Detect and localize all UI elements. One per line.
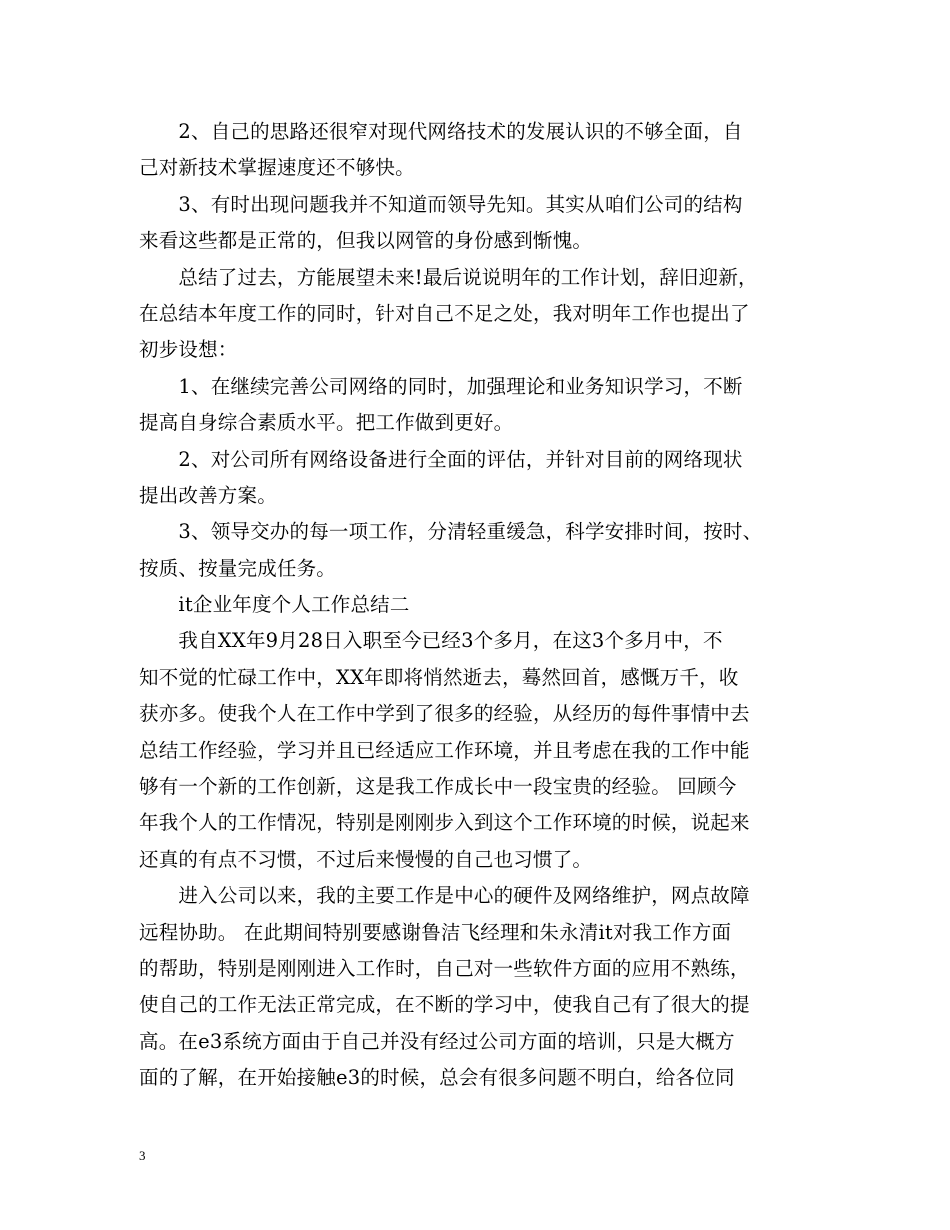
- text-line: 面的了解，在开始接触e3的时候，总会有很多问题不明白，给各位同: [139, 1066, 735, 1090]
- text-line: 知不觉的忙碌工作中，XX年即将悄然逝去，蓦然回首，感慨万千，收: [139, 665, 739, 689]
- document-body: [139, 114, 819, 1097]
- text-line: 年我个人的工作情况，特别是刚刚步入到这个工作环境的时候，说起来: [139, 811, 750, 835]
- text-line: 我自XX年9月28日入职至今已经3个多月，在这3个多月中，不: [139, 629, 723, 653]
- text-line: 3、有时出现问题我并不知道而领导先知。其实从咱们公司的结构: [139, 192, 743, 216]
- text-line: 在总结本年度工作的同时，针对自己不足之处，我对明年工作也提出了: [139, 301, 750, 325]
- text-line: 获亦多。使我个人在工作中学到了很多的经验，从经历的每件事情中去: [139, 702, 750, 726]
- text-line: 来看这些都是正常的，但我以网管的身份感到惭愧。: [139, 229, 593, 253]
- text-line: 够有一个新的工作创新，这是我工作成长中一段宝贵的经验。 回顾今: [139, 775, 737, 799]
- text-line: 按质、按量完成任务。: [139, 556, 337, 580]
- text-line: 己对新技术掌握速度还不够快。: [139, 156, 415, 180]
- page-number: 3: [139, 1148, 146, 1163]
- text-line: 提出改善方案。: [139, 483, 277, 507]
- text-line: 的帮助，特别是刚刚进入工作时，自己对一些软件方面的应用不熟练，: [139, 956, 750, 980]
- text-line: 使自己的工作无法正常完成，在不断的学习中，使我自己有了很大的提: [139, 993, 750, 1017]
- text-line: 总结了过去，方能展望未来!最后说说明年的工作计划，辞旧迎新，: [139, 265, 758, 289]
- text-line: 总结工作经验，学习并且已经适应工作环境，并且考虑在我的工作中能: [139, 738, 750, 762]
- text-line: 2、自己的思路还很窄对现代网络技术的发展认识的不够全面，自: [139, 120, 743, 143]
- text-line: 高。在e3系统方面由于自己并没有经过公司方面的培训，只是大概方: [139, 1029, 735, 1053]
- text-line: 提高自身综合素质水平。把工作做到更好。: [139, 411, 514, 435]
- text-line: 1、在继续完善公司网络的同时，加强理论和业务知识学习，不断: [139, 374, 743, 398]
- text-line: 远程协助。 在此期间特别要感谢鲁洁飞经理和朱永清it对我工作方面: [139, 920, 732, 944]
- text-line: 2、对公司所有网络设备进行全面的评估，并针对目前的网络现状: [139, 447, 743, 471]
- text-line: 进入公司以来，我的主要工作是中心的硬件及网络维护，网点故障: [139, 884, 750, 908]
- text-line: 初步设想：: [139, 338, 238, 362]
- text-line: 还真的有点不习惯，不过后来慢慢的自己也习惯了。: [139, 847, 593, 871]
- section-heading: it企业年度个人工作总结二: [139, 593, 410, 617]
- text-line: 3、领导交办的每一项工作，分清轻重缓急，科学安排时间，按时、: [139, 520, 763, 544]
